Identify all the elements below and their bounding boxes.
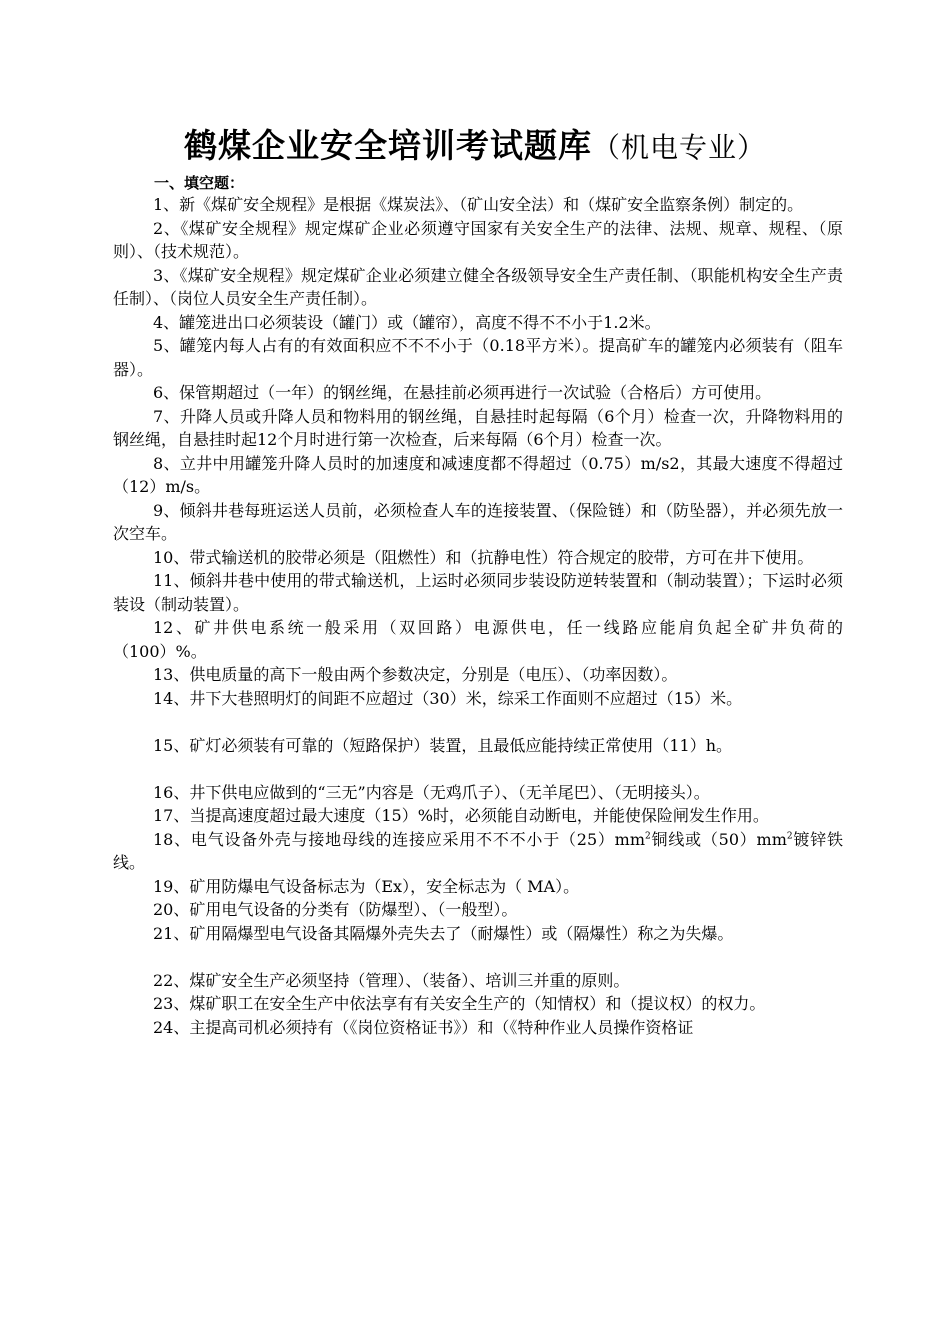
question-item: 10、带式输送机的胶带必须是（阻燃性）和（抗静电性）符合规定的胶带，方可在井下使用。 bbox=[153, 547, 814, 567]
question-item: 12、矿井供电系统一般采用（双回路）电源供电，任一线路应能肩负起全矿井负荷的（100）%。 bbox=[113, 618, 843, 661]
question-item: 3、《煤矿安全规程》规定煤矿企业必须建立健全各级领导安全生产责任制、（职能机构安全生产责任制）、（岗位人员安全生产责任制）。 bbox=[113, 265, 843, 308]
section-heading: 一、填空题： bbox=[154, 174, 245, 192]
question-item: 20、矿用电气设备的分类有（防爆型）、（一般型）。 bbox=[153, 900, 518, 919]
page-title bbox=[0, 122, 950, 172]
question-item: 5、罐笼内每人占有的有效面积应不不不小于（0.18平方米）。提高矿车的罐笼内必须装有（阻车器）。 bbox=[113, 336, 843, 379]
question-item: 23、煤矿职工在安全生产中依法享有有关安全生产的（知情权）和（提议权）的权力。 bbox=[153, 994, 766, 1013]
title-main: 鹤煤企业安全培训考试题库 bbox=[183, 126, 592, 165]
title-subtitle: （机电专业） bbox=[591, 131, 766, 164]
question-item: 22、煤矿安全生产必须坚持（管理）、（装备）、培训三并重的原则。 bbox=[153, 970, 630, 990]
question-item: 8、立井中用罐笼升降人员时的加速度和减速度都不得超过（0.75）m/s2，其最大速度不得超过（12）m/s。 bbox=[113, 453, 843, 496]
question-item: 13、供电质量的高下一般由两个参数决定，分别是（电压）、（功率因数）。 bbox=[153, 665, 678, 684]
question-item: 14、井下大巷照明灯的间距不应超过（30）米，综采工作面则不应超过（15）米。 bbox=[153, 688, 743, 708]
superscript: 2 bbox=[645, 831, 651, 842]
question-item: 24、主提高司机必须持有（《岗位资格证书》）和（《特种作业人员操作资格证 bbox=[153, 1017, 694, 1037]
question-list bbox=[113, 193, 843, 1039]
item18-part1: 18、电气设备外壳与接地母线的连接应采用不不不小于（25）mm bbox=[153, 829, 646, 849]
question-item: 11、倾斜井巷中使用的带式输送机，上运时必须同步装设防逆转装置和（制动装置）；下运时必须装设（制动装置）。 bbox=[113, 571, 843, 614]
question-item-18 bbox=[113, 828, 843, 875]
question-item: 4、罐笼进出口必须装设（罐门）或（罐帘），高度不得不不小于1.2米。 bbox=[153, 312, 661, 332]
question-item: 1、新《煤矿安全规程》是根据《煤炭法》、（矿山安全法）和（煤矿安全监察条例）制定的。 bbox=[153, 195, 804, 214]
question-item: 19、矿用防爆电气设备标志为（Ex），安全标志为（ MA）。 bbox=[153, 876, 580, 896]
item18-part3: 镀锌铁线。 bbox=[113, 829, 843, 872]
question-item: 9、倾斜井巷每班运送人员前，必须检查人车的连接装置、（保险链）和（防坠器），并必须先放一次空车。 bbox=[113, 500, 843, 543]
item18-part2: 铜线或（50）mm bbox=[650, 829, 787, 849]
superscript: 2 bbox=[786, 831, 793, 842]
question-item: 6、保管期超过（一年）的钢丝绳，在悬挂前必须再进行一次试验（合格后）方可使用。 bbox=[153, 383, 772, 402]
question-item: 2、《煤矿安全规程》规定煤矿企业必须遵守国家有关安全生产的法律、法规、规章、规程、（原则）、（技术规范）。 bbox=[113, 218, 843, 261]
question-item: 15、矿灯必须装有可靠的（短路保护）装置，且最低应能持续正常使用（11）h。 bbox=[153, 735, 733, 755]
question-item: 17、当提高速度超过最大速度（15）%时，必须能自动断电，并能使保险闸发生作用。 bbox=[153, 806, 769, 825]
question-item: 7、升降人员或升降人员和物料用的钢丝绳，自悬挂时起每隔（6个月）检查一次，升降物料用的钢丝绳，自悬挂时起12个月时进行第一次检查，后来每隔（6个月）检查一次。 bbox=[113, 406, 843, 449]
question-item: 16、井下供电应做到的“三无”内容是（无鸡爪子）、（无羊尾巴）、（无明接头）。 bbox=[153, 782, 710, 802]
question-item: 21、矿用隔爆型电气设备其隔爆外壳失去了（耐爆性）或（隔爆性）称之为失爆。 bbox=[153, 923, 734, 943]
